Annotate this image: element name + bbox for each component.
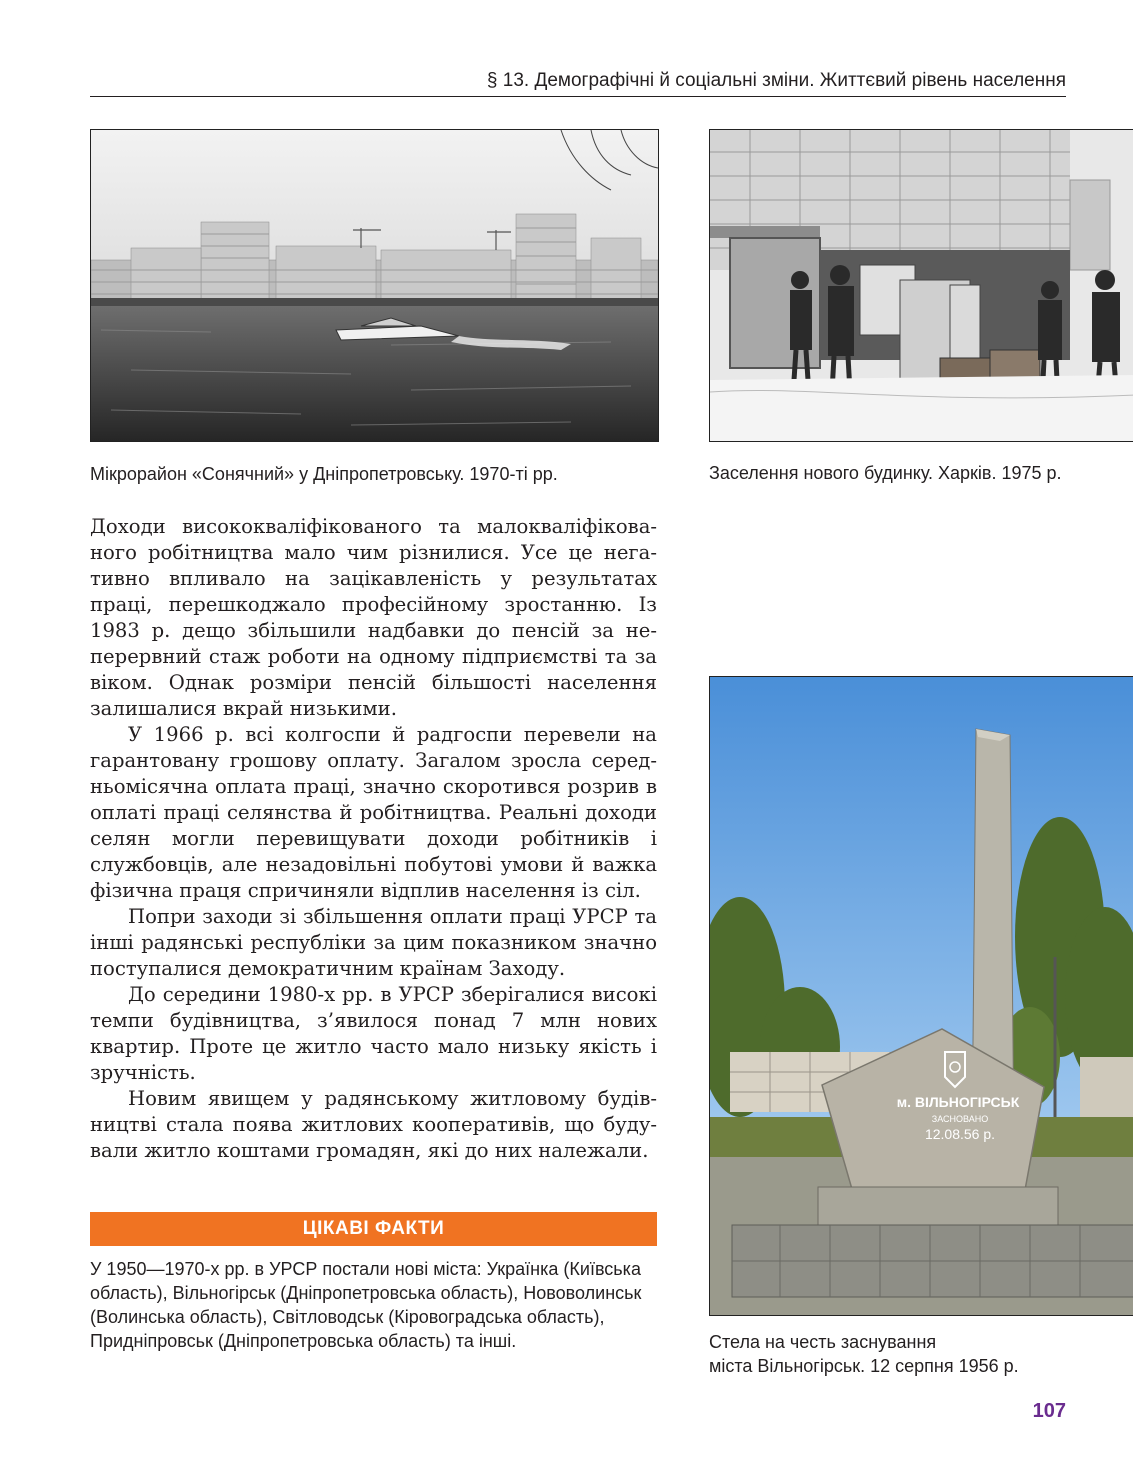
photo-residential-district-image [91,130,658,441]
stele-inscription-founded: ЗАСНОВАНО [931,1114,989,1124]
stele-inscription-date: 12.08.56 р. [924,1126,996,1142]
caption-stele-line1: Стела на честь заснування [709,1332,937,1352]
facts-heading [90,1212,657,1246]
photo-stele [709,676,1133,1316]
running-head [90,66,1066,97]
body-text [90,514,657,1164]
paragraph: Доходи висококваліфікованого та малокваліфікованого робітництва мало чим різнилися. Усе це негативно впливало на зацікавленість у результатах праці, перешкоджало професійному зростанню. Із 1983 р. дещо збільшили надбавки до пенсій за неперервний стаж роботи на одному підприємстві та за віком. Однак розміри пенсій більшості населення залишалися вкрай низькими. [90,515,657,720]
running-head-title: § 13. Демографічні й соціальні зміни. Життєвий рівень населення [486,70,1066,91]
paragraph: У 1966 р. всі колгоспи й радгоспи перевели на гарантовану грошову оплату. Загалом зросла середньомісячна оплата праці, значно скоротився розрив в оплаті праці селянства й робітництва. Реальні доходи селян могли перевищувати доходи робітників і службовців, але незадовільні побутові умови й важка фізична праця спричиняли відплив населення із сіл. [90,723,657,902]
facts-text: У 1950—1970-х рр. в УРСР постали нові міста: Українка (Київська область), Вільногірськ (Дніпропетровська область), Нововолинськ (Волинська область), Світловодськ (Кіровоградська область), Придніпровськ (Дніпропетровська область) та інші. [90,1259,642,1351]
caption-residential-district: Мікрорайон «Сонячний» у Дніпропетровську. 1970-ті рр. [90,464,558,484]
stele-inscription-city: м. ВІЛЬНОГІРСЬК [896,1094,1020,1110]
facts-heading-label: ЦІКАВІ ФАКТИ [302,1218,445,1239]
photo-stele-image [710,677,1133,1315]
paragraph: Попри заходи зі збільшення оплати праці УРСР та інші радянські республіки за цим показником значно поступалися демократичним країнам Заходу. [90,905,657,980]
paragraph: До середини 1980-х рр. в УРСР зберігалися високі темпи будівництва, з’явилося понад 7 млн нових квартир. Проте це житло часто мало низьку якість і зручність. [90,983,657,1084]
paragraph: Новим явищем у радянському житловому будівництві стала поява житлових кооперативів, що будували житло коштами громадян, які до них належали. [90,1087,657,1162]
page-number: 107 [1032,1400,1066,1422]
photo-moving-in-image [710,130,1133,441]
photo-moving-in [709,129,1133,442]
caption-stele-line2: міста Вільногірськ. 12 серпня 1956 р. [709,1356,1019,1376]
caption-moving-in: Заселення нового будинку. Харків. 1975 р. [709,463,1062,483]
photo-residential-district [90,129,659,442]
caption-stele [709,1330,1129,1378]
